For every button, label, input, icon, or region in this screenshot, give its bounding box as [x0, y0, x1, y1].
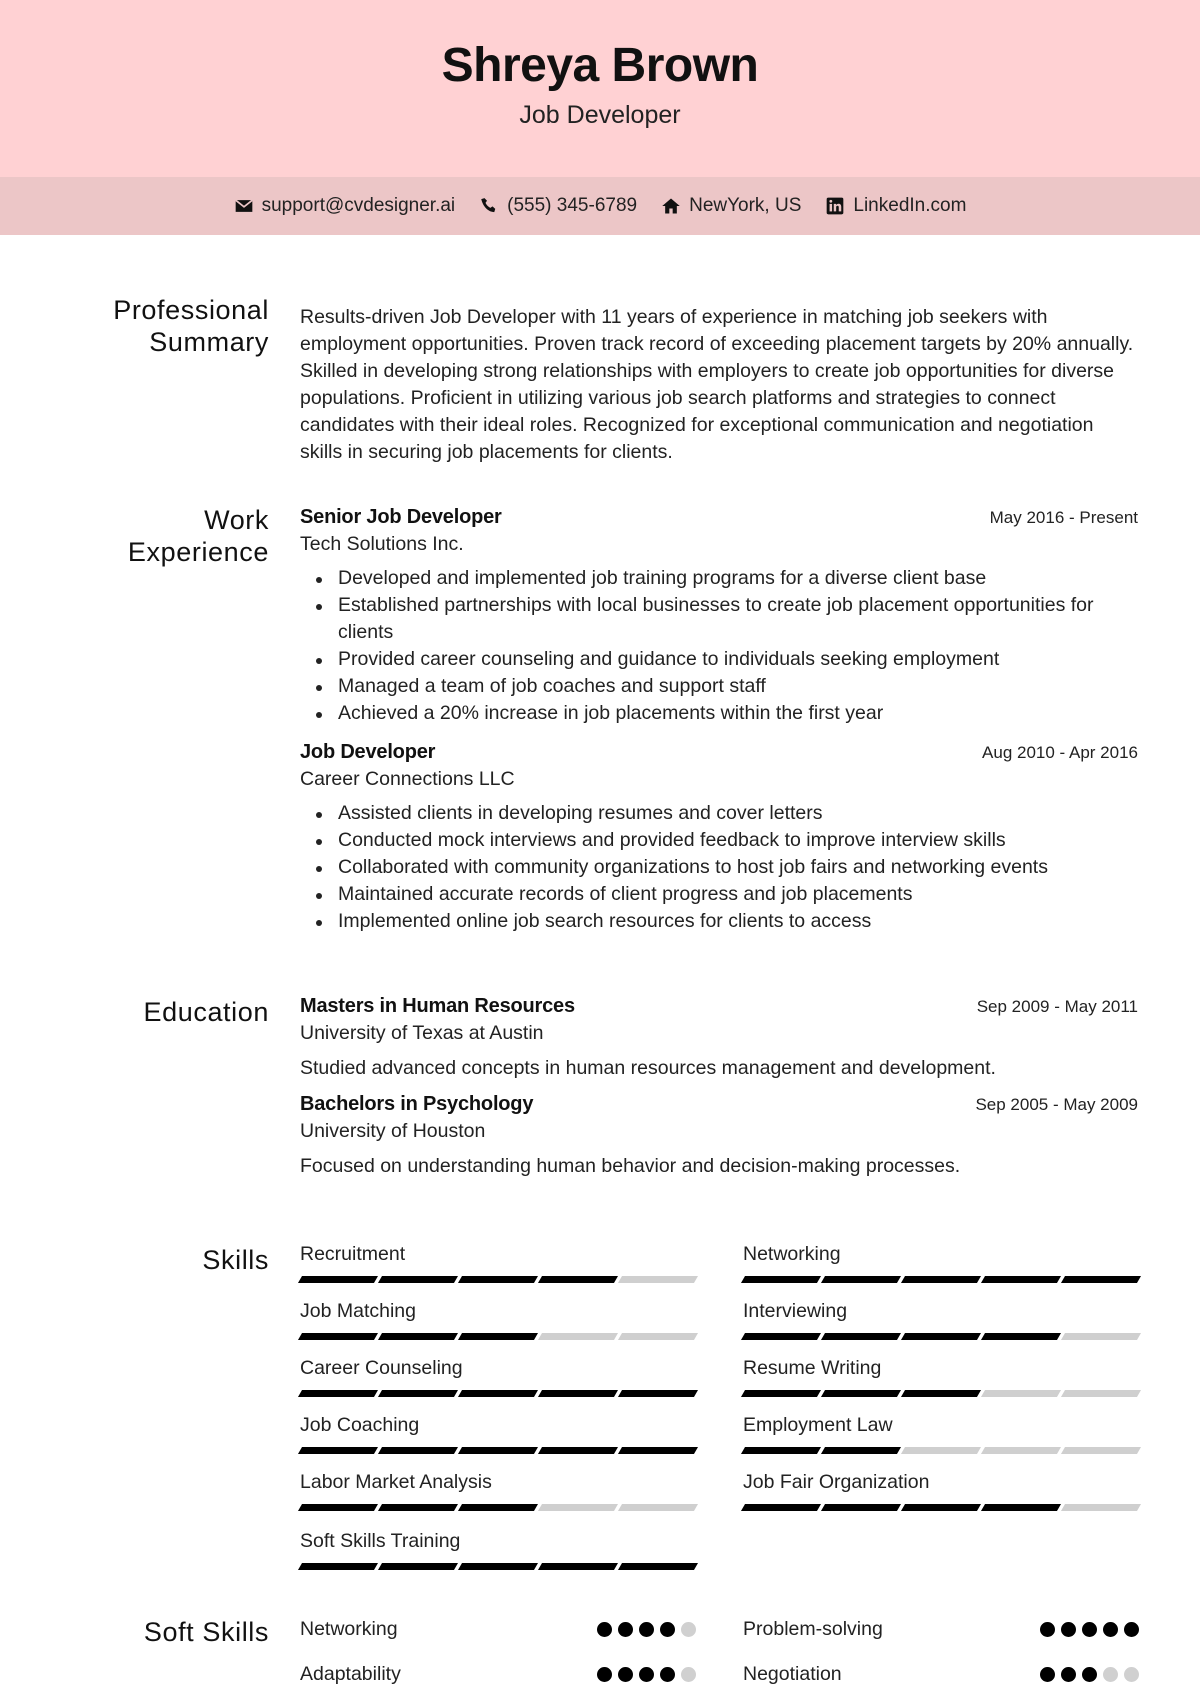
soft-skill-item — [300, 1618, 696, 1641]
job-title: Job Developer — [300, 741, 436, 763]
rating-dot — [639, 1667, 654, 1682]
rating-dot — [618, 1622, 633, 1637]
skill-level-segment — [618, 1333, 698, 1340]
skill-level-segment — [981, 1447, 1061, 1454]
degree-title: Masters in Human Resources — [300, 995, 575, 1017]
job-bullet: Provided career counseling and guidance to individuals seeking employment — [300, 646, 1138, 673]
skill-name: Labor Market Analysis — [300, 1471, 492, 1493]
skill-level-segment — [1061, 1390, 1141, 1397]
rating-dot — [660, 1622, 675, 1637]
job-entry — [300, 741, 1138, 935]
skill-level-segment — [741, 1333, 821, 1340]
soft-skill-name: Problem-solving — [743, 1618, 883, 1640]
rating-dot — [681, 1667, 696, 1682]
contact-linkedin[interactable] — [825, 195, 966, 217]
job-bullet: Implemented online job search resources for clients to access — [300, 908, 1138, 935]
skill-level-segment — [378, 1333, 458, 1340]
skill-name: Interviewing — [743, 1300, 848, 1322]
skill-name: Recruitment — [300, 1243, 406, 1265]
education-description: Studied advanced concepts in human resources management and development. — [300, 1057, 996, 1079]
education-entry — [300, 995, 1138, 1080]
soft-skill-item — [743, 1618, 1139, 1641]
skill-name: Job Coaching — [300, 1414, 420, 1436]
skill-level-segment — [901, 1504, 981, 1511]
skill-name: Job Matching — [300, 1300, 416, 1322]
skill-level-bar — [300, 1276, 696, 1283]
skill-name: Networking — [743, 1243, 841, 1265]
skill-level-segment — [1061, 1333, 1141, 1340]
skill-level-segment — [821, 1276, 901, 1283]
skill-level-segment — [458, 1390, 538, 1397]
skill-item — [743, 1471, 1139, 1511]
skill-name: Job Fair Organization — [743, 1471, 930, 1493]
job-bullet: Collaborated with community organizations to host job fairs and networking events — [300, 854, 1138, 881]
skill-level-segment — [538, 1333, 618, 1340]
rating-dot — [597, 1622, 612, 1637]
skill-level-segment — [298, 1390, 378, 1397]
soft-skill-item — [743, 1663, 1139, 1684]
skill-level-segment — [1061, 1276, 1141, 1283]
skill-level-bar — [300, 1563, 696, 1570]
rating-dot — [597, 1667, 612, 1682]
contact-email-text: support@cvdesigner.ai — [261, 195, 456, 216]
skill-name: Employment Law — [743, 1414, 893, 1436]
skill-level-segment — [378, 1563, 458, 1570]
job-bullet: Assisted clients in developing resumes and cover letters — [300, 800, 1138, 827]
rating-dot — [1103, 1622, 1118, 1637]
contact-phone-text: (555) 345-6789 — [507, 195, 638, 216]
job-bullet: Maintained accurate records of client progress and job placements — [300, 881, 1138, 908]
rating-dot — [1082, 1622, 1097, 1637]
skill-level-segment — [298, 1333, 378, 1340]
skill-level-segment — [538, 1563, 618, 1570]
experience-heading — [39, 504, 269, 568]
soft-skill-name: Networking — [300, 1618, 398, 1640]
contact-linkedin-text: LinkedIn.com — [853, 195, 967, 216]
rating-dot — [1124, 1667, 1139, 1682]
contact-email[interactable] — [234, 195, 456, 217]
skill-name: Career Counseling — [300, 1357, 463, 1379]
summary-heading — [39, 294, 269, 358]
skill-item — [300, 1243, 696, 1283]
rating-dot — [1061, 1622, 1076, 1637]
soft-skill-name: Negotiation — [743, 1663, 842, 1684]
soft-skill-rating — [1040, 1622, 1139, 1637]
skill-item — [300, 1357, 696, 1397]
school-name: University of Houston — [300, 1120, 486, 1142]
soft-skill-rating — [597, 1667, 696, 1682]
job-bullet: Conducted mock interviews and provided feedback to improve interview skills — [300, 827, 1138, 854]
envelope-icon — [234, 196, 254, 216]
skill-level-segment — [538, 1276, 618, 1283]
skill-item — [300, 1530, 696, 1570]
skill-level-segment — [901, 1333, 981, 1340]
skill-level-segment — [458, 1504, 538, 1511]
job-company: Tech Solutions Inc. — [300, 533, 464, 555]
contact-location-text: NewYork, US — [689, 195, 802, 216]
job-bullet: Managed a team of job coaches and support staff — [300, 673, 1138, 700]
skill-level-segment — [458, 1276, 538, 1283]
skill-level-segment — [618, 1390, 698, 1397]
skill-level-bar — [743, 1390, 1139, 1397]
skill-level-bar — [300, 1333, 696, 1340]
skill-level-segment — [741, 1504, 821, 1511]
phone-icon — [479, 196, 499, 216]
summary-heading-line2: Summary — [149, 327, 269, 357]
candidate-title: Job Developer — [519, 101, 681, 129]
skill-level-segment — [981, 1276, 1061, 1283]
job-dates: May 2016 - Present — [989, 508, 1138, 527]
rating-dot — [639, 1622, 654, 1637]
education-dates: Sep 2009 - May 2011 — [976, 997, 1138, 1016]
skill-level-bar — [743, 1276, 1139, 1283]
skill-level-segment — [618, 1563, 698, 1570]
soft-skill-rating — [597, 1622, 696, 1637]
skill-level-segment — [298, 1563, 378, 1570]
skill-level-segment — [378, 1276, 458, 1283]
skill-level-segment — [458, 1333, 538, 1340]
experience-heading-line1: Work — [204, 505, 269, 535]
school-name: University of Texas at Austin — [300, 1022, 544, 1044]
rating-dot — [1082, 1667, 1097, 1682]
job-dates: Aug 2010 - Apr 2016 — [982, 743, 1138, 762]
skill-level-segment — [821, 1390, 901, 1397]
skill-level-segment — [901, 1390, 981, 1397]
skill-level-bar — [743, 1333, 1139, 1340]
education-entry — [300, 1093, 1138, 1178]
contact-bar — [0, 177, 1200, 235]
job-title: Senior Job Developer — [300, 506, 502, 528]
skill-item — [743, 1300, 1139, 1340]
education-heading: Education — [143, 997, 269, 1027]
job-company: Career Connections LLC — [300, 768, 515, 790]
rating-dot — [1061, 1667, 1076, 1682]
skill-level-segment — [1061, 1447, 1141, 1454]
job-entry — [300, 506, 1138, 727]
skill-level-segment — [298, 1447, 378, 1454]
skill-level-segment — [741, 1390, 821, 1397]
rating-dot — [1040, 1622, 1055, 1637]
skill-level-segment — [981, 1333, 1061, 1340]
skills-heading: Skills — [202, 1245, 269, 1275]
rating-dot — [618, 1667, 633, 1682]
skill-level-bar — [300, 1504, 696, 1511]
skill-item — [743, 1243, 1139, 1283]
contact-location — [661, 195, 801, 217]
job-bullet: Developed and implemented job training programs for a diverse client base — [300, 565, 1138, 592]
skill-level-segment — [821, 1333, 901, 1340]
skill-level-segment — [458, 1563, 538, 1570]
skill-item — [743, 1357, 1139, 1397]
skill-level-segment — [538, 1447, 618, 1454]
skill-level-segment — [981, 1390, 1061, 1397]
skill-item — [300, 1300, 696, 1340]
skill-level-segment — [298, 1276, 378, 1283]
skill-level-segment — [618, 1276, 698, 1283]
skill-level-segment — [378, 1390, 458, 1397]
skill-item — [300, 1471, 696, 1511]
home-icon — [661, 196, 681, 216]
rating-dot — [1124, 1622, 1139, 1637]
skill-level-bar — [743, 1504, 1139, 1511]
skill-level-segment — [741, 1447, 821, 1454]
skill-level-segment — [378, 1504, 458, 1511]
soft-skill-name: Adaptability — [300, 1663, 401, 1684]
skill-level-segment — [901, 1447, 981, 1454]
resume-header — [0, 0, 1200, 177]
job-bullet: Established partnerships with local businesses to create job placement opportunities for clients — [300, 592, 1138, 646]
skill-level-segment — [618, 1447, 698, 1454]
skill-level-bar — [300, 1447, 696, 1454]
summary-text: Results-driven Job Developer with 11 years of experience in matching job seekers with employment opportunities. Proven track record of exceeding placement targets by 20% annually. Skilled in developing strong relationships with employers to create job opportunities for diverse populations. Proficient in utilizing various job search platforms and strategies to connect candidates with their ideal roles. Recognized for exceptional communication and negotiation skills in securing job placements for clients. — [300, 306, 1134, 463]
skill-level-bar — [743, 1447, 1139, 1454]
skill-name: Soft Skills Training — [300, 1530, 461, 1552]
soft-skills-heading: Soft Skills — [143, 1617, 269, 1647]
summary-heading-line1: Professional — [113, 295, 269, 325]
skill-level-segment — [741, 1276, 821, 1283]
skill-level-segment — [458, 1447, 538, 1454]
skill-level-segment — [821, 1504, 901, 1511]
soft-skill-item — [300, 1663, 696, 1684]
skill-name: Resume Writing — [743, 1357, 882, 1379]
skill-level-segment — [298, 1504, 378, 1511]
skill-level-segment — [378, 1447, 458, 1454]
degree-title: Bachelors in Psychology — [300, 1093, 534, 1115]
job-bullets — [300, 800, 1138, 935]
rating-dot — [681, 1622, 696, 1637]
skill-level-segment — [981, 1504, 1061, 1511]
skill-level-segment — [901, 1276, 981, 1283]
experience-heading-line2: Experience — [127, 537, 269, 567]
rating-dot — [660, 1667, 675, 1682]
skill-level-segment — [1061, 1504, 1141, 1511]
contact-phone[interactable] — [479, 195, 637, 217]
soft-skill-rating — [1040, 1667, 1139, 1682]
education-dates: Sep 2005 - May 2009 — [975, 1095, 1138, 1114]
candidate-name: Shreya Brown — [441, 39, 759, 92]
skill-level-segment — [821, 1447, 901, 1454]
skill-level-segment — [618, 1504, 698, 1511]
rating-dot — [1040, 1667, 1055, 1682]
job-bullet: Achieved a 20% increase in job placements within the first year — [300, 700, 1138, 727]
linkedin-icon — [825, 196, 845, 216]
skill-level-segment — [538, 1390, 618, 1397]
skill-item — [300, 1414, 696, 1454]
job-bullets — [300, 565, 1138, 727]
rating-dot — [1103, 1667, 1118, 1682]
skill-level-segment — [538, 1504, 618, 1511]
education-description: Focused on understanding human behavior and decision-making processes. — [300, 1155, 961, 1177]
skill-item — [743, 1414, 1139, 1454]
skill-level-bar — [300, 1390, 696, 1397]
